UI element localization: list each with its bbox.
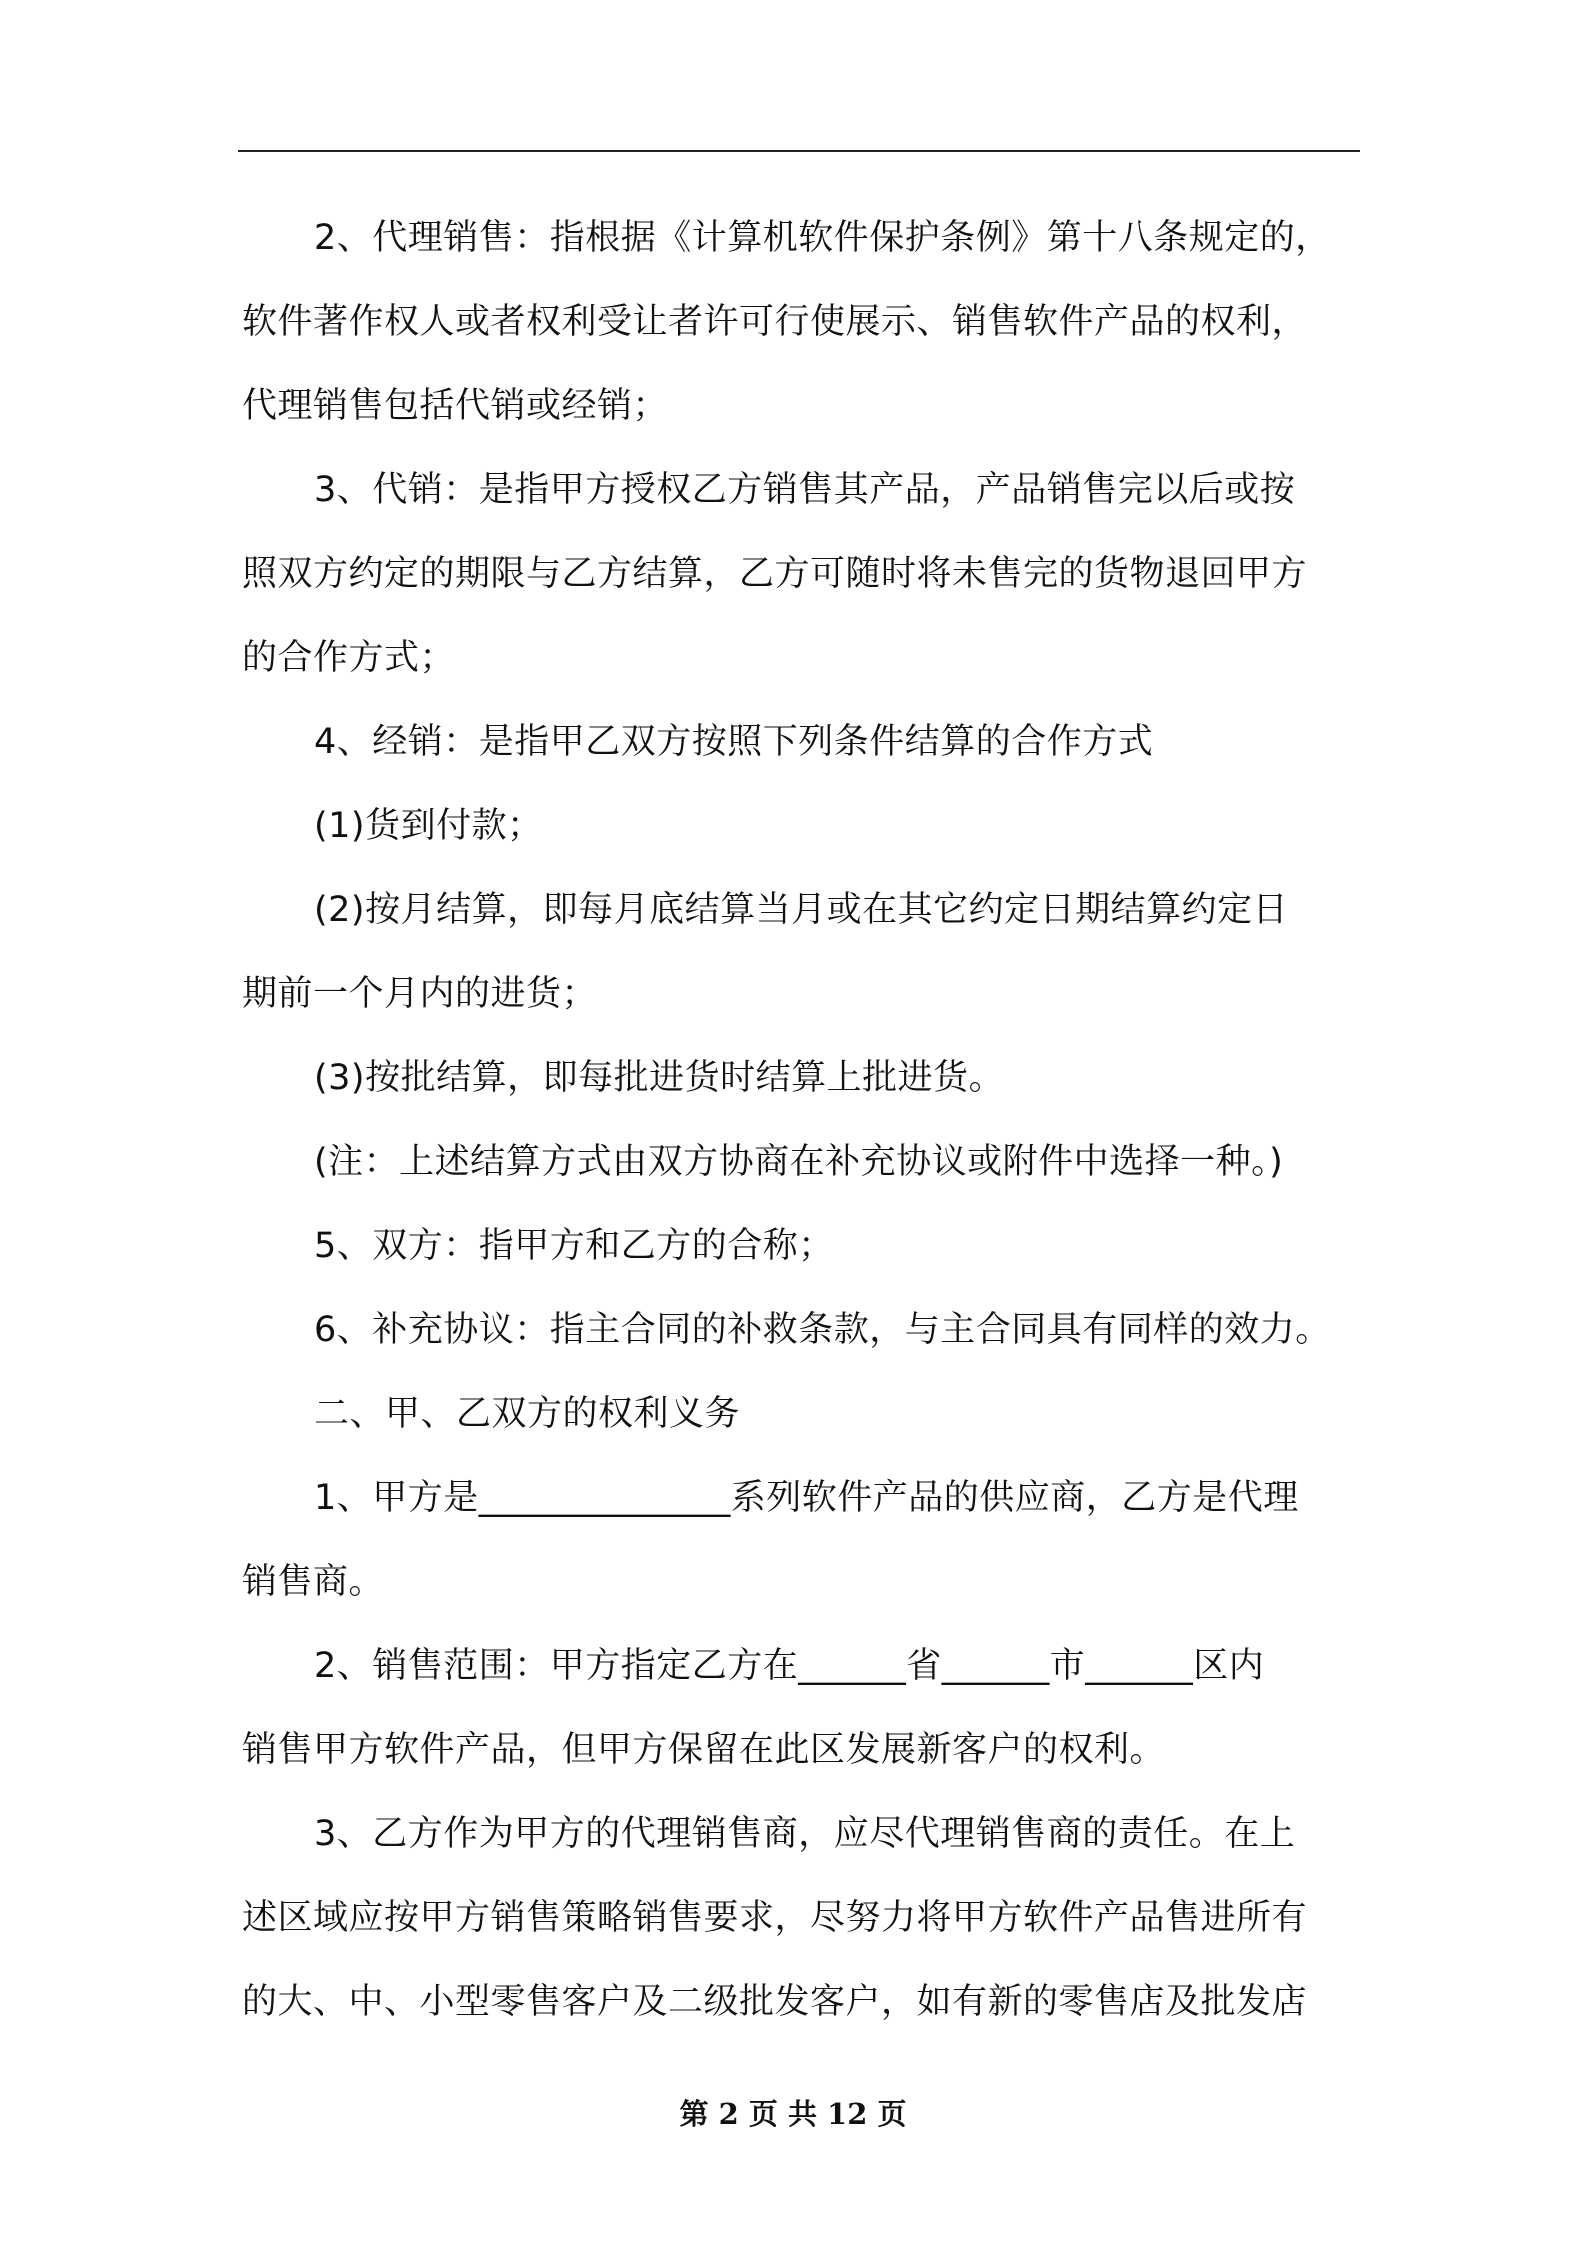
document-body	[242, 196, 1374, 2044]
text-line: (2)按月结算，即每月底结算当月或在其它约定日期结算约定日	[314, 890, 1289, 930]
text-line: 3、乙方作为甲方的代理销售商，应尽代理销售商的责任。在上	[314, 1814, 1296, 1854]
text-line: 销售甲方软件产品，但甲方保留在此区发展新客户的权利。	[242, 1730, 1166, 1770]
text-line: 5、双方：指甲方和乙方的合称；	[314, 1226, 834, 1266]
text-line: (3)按批结算，即每批进货时结算上批进货。	[314, 1058, 1005, 1098]
text-line: 6、补充协议：指主合同的补救条款，与主合同具有同样的效力。	[314, 1310, 1331, 1350]
text-line: 3、代销：是指甲方授权乙方销售其产品，产品销售完以后或按	[314, 470, 1296, 510]
section-heading: 二、甲、乙双方的权利义务	[314, 1394, 741, 1434]
text-line: 2、销售范围：甲方指定乙方在______省______市______区内	[314, 1646, 1265, 1686]
text-line: 2、代理销售：指根据《计算机软件保护条例》第十八条规定的，	[314, 218, 1331, 258]
text-line: 的合作方式；	[242, 638, 456, 678]
text-line: (1)货到付款；	[314, 806, 543, 846]
text-line: 照双方约定的期限与乙方结算，乙方可随时将未售完的货物退回甲方	[242, 554, 1308, 594]
text-line: (注：上述结算方式由双方协商在补充协议或附件中选择一种。)	[314, 1142, 1284, 1182]
text-line: 4、经销：是指甲乙双方按照下列条件结算的合作方式	[314, 722, 1154, 762]
text-line: 代理销售包括代销或经销；	[242, 386, 669, 426]
text-line: 的大、中、小型零售客户及二级批发客户，如有新的零售店及批发店	[242, 1982, 1308, 2022]
text-line: 期前一个月内的进货；	[242, 974, 598, 1014]
text-line: 述区域应按甲方销售策略销售要求，尽努力将甲方软件产品售进所有	[242, 1898, 1308, 1938]
page-number: 第 2 页 共 12 页	[679, 2097, 907, 2131]
header-rule	[238, 150, 1360, 152]
text-line: 1、甲方是______________系列软件产品的供应商，乙方是代理	[314, 1478, 1299, 1518]
text-line: 软件著作权人或者权利受让者许可行使展示、销售软件产品的权利，	[242, 302, 1308, 342]
text-line: 销售商。	[242, 1562, 385, 1602]
